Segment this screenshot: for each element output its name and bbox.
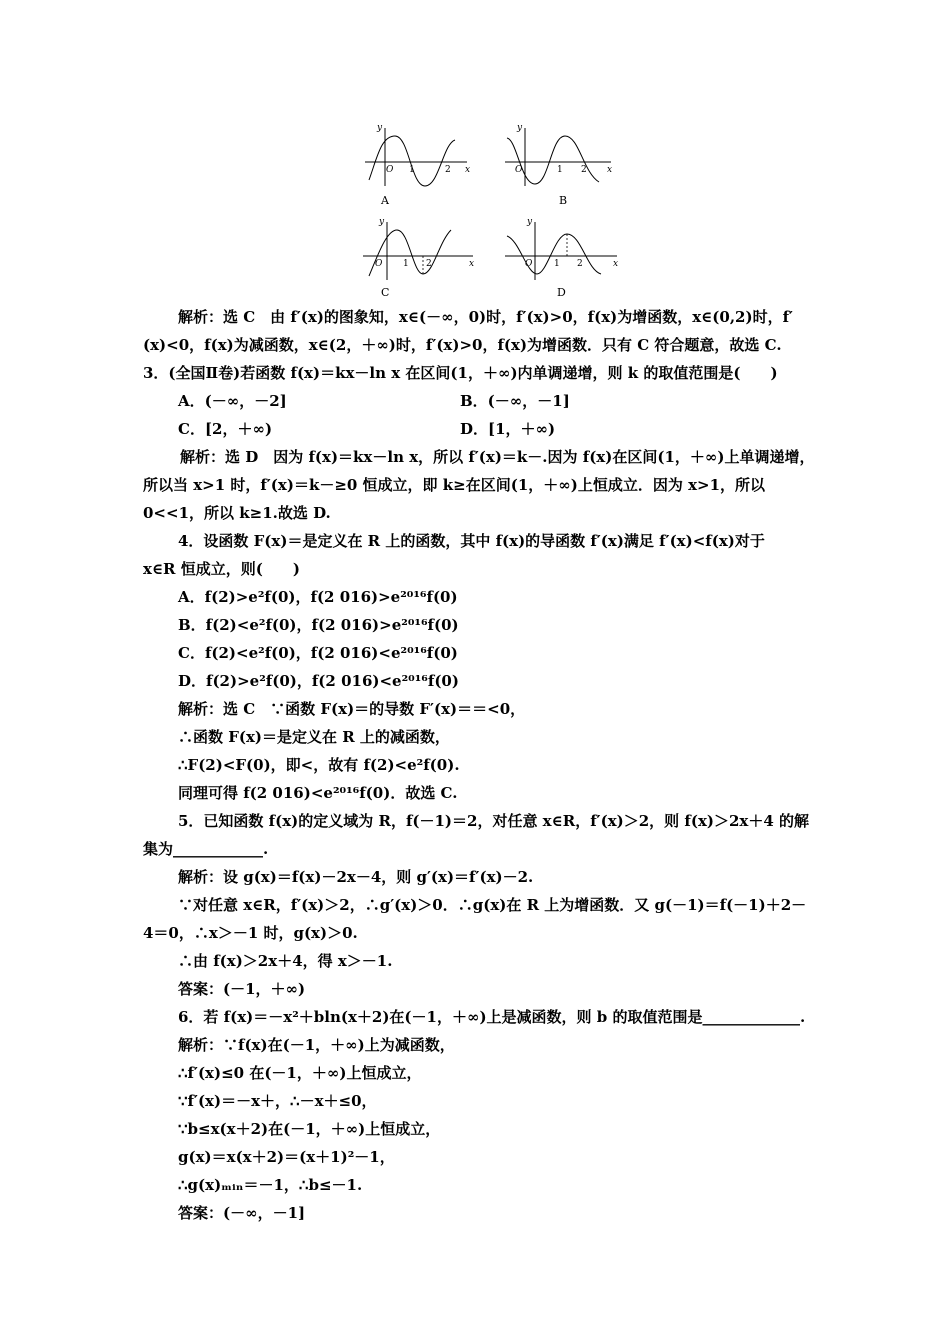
solution-6-line-5: g(x)＝x(x＋2)＝(x＋1)²－1， (178, 1148, 395, 1166)
x-axis-label: x (465, 165, 471, 175)
question-3-option-b: B．(－∞，－1] (460, 392, 570, 410)
solution-6-line-6: ∴g(x)ₘᵢₙ＝－1，∴b≤－1. (178, 1176, 363, 1194)
solution-5-line-3: 4＝0，∴x＞－1 时，g(x)＞0. (143, 924, 358, 942)
question-5-stem-1: 5．已知函数 f(x)的定义域为 R，f(－1)＝2，对任意 x∈R，f′(x)＞2，则 f(x)＞2x＋4 的解 (178, 812, 810, 830)
origin-label: O (375, 259, 383, 269)
x-axis-label: x (613, 259, 619, 269)
question-4-option-c: C．f(2)<e²f(0)，f(2 016)<e²⁰¹⁶f(0) (178, 644, 458, 662)
question-4-stem-1: 4．设函数 F(x)＝是定义在 R 上的函数，其中 f(x)的导函数 f′(x)满足 f′(x)<f(x)对于 (178, 532, 765, 550)
graph-label-b: B (559, 194, 568, 207)
solution-4-line-3: ∴F(2)<F(0)，即<，故有 f(2)<e²f(0). (178, 756, 460, 774)
question-4-stem-2: x∈R 恒成立，则( ) (143, 560, 300, 578)
solution-4-line-1: 解析：选 C ∵函数 F(x)＝的导数 F′(x)＝＝<0， (178, 700, 526, 718)
tick-1: 1 (557, 165, 563, 175)
solution-2-line-1: 解析：选 C 由 f′(x)的图象知，x∈(－∞，0)时，f′(x)>0，f(x)为增函数，x∈(0,2)时，f′ (178, 308, 793, 326)
derivative-graphs-figure (355, 118, 625, 300)
solution-6-line-2: ∴f′(x)≤0 在(－1，＋∞)上恒成立， (178, 1064, 422, 1082)
solution-6-line-1: 解析：∵f(x)在(－1，＋∞)上为减函数， (178, 1036, 455, 1054)
question-4-option-b: B．f(2)<e²f(0)，f(2 016)>e²⁰¹⁶f(0) (178, 616, 459, 634)
solution-5-line-1: 解析：设 g(x)＝f(x)－2x－4，则 g′(x)＝f′(x)－2. (178, 868, 534, 886)
tick-1: 1 (554, 259, 560, 269)
question-3-option-a: A．(－∞，－2] (178, 392, 287, 410)
graph-label-d: D (557, 286, 566, 299)
question-3-option-c: C．[2，＋∞) (178, 420, 273, 438)
y-axis-label: y (517, 123, 523, 133)
graph-label-a: A (381, 194, 389, 207)
origin-label: O (525, 259, 533, 269)
question-4-option-d: D．f(2)>e²f(0)，f(2 016)<e²⁰¹⁶f(0) (178, 672, 459, 690)
x-axis-label: x (469, 259, 475, 269)
tick-2: 2 (445, 165, 451, 175)
solution-3-line-2: 所以当 x>1 时，f′(x)＝k－≥0 恒成立，即 k≥在区间(1，＋∞)上恒成立．因为 x>1，所以 (143, 476, 766, 494)
y-axis-label: y (379, 217, 385, 227)
solution-5-line-4: ∴由 f(x)＞2x＋4，得 x＞－1. (178, 952, 393, 970)
answer-5: 答案：(－1，＋∞) (178, 980, 306, 998)
tick-2: 2 (426, 259, 432, 269)
y-axis-label: y (377, 123, 383, 133)
tick-1: 1 (403, 259, 409, 269)
tick-1: 1 (409, 165, 415, 175)
graph-a (365, 123, 470, 207)
question-6-stem: 6．若 f(x)＝－x²＋bln(x＋2)在(－1，＋∞)上是减函数，则 b 的取值范围是_____________. (178, 1008, 806, 1026)
question-5-stem-2: 集为____________. (143, 840, 269, 858)
solution-2-line-2: (x)<0，f(x)为减函数，x∈(2，＋∞)时，f′(x)>0，f(x)为增函数．只有 C 符合题意，故选 C. (143, 336, 782, 354)
question-4-option-a: A．f(2)>e²f(0)，f(2 016)>e²⁰¹⁶f(0) (178, 588, 458, 606)
question-3-option-d: D．[1，＋∞) (460, 420, 556, 438)
solution-3-line-1: 解析：选 D 因为 f(x)＝kx－ln x，所以 f′(x)＝k－.因为 f(x)在区间(1，＋∞)上单调递增， (180, 448, 815, 466)
solution-5-line-2: ∵对任意 x∈R，f′(x)＞2，∴g′(x)＞0．∴g(x)在 R 上为增函数．又 g(－1)＝f(－1)＋2－ (178, 896, 807, 914)
solution-4-line-4: 同理可得 f(2 016)<e²⁰¹⁶f(0)．故选 C. (178, 784, 458, 802)
solution-4-line-2: ∴函数 F(x)＝是定义在 R 上的减函数， (178, 728, 450, 746)
graph-c (363, 217, 474, 299)
answer-6: 答案：(－∞，－1] (178, 1204, 306, 1222)
origin-label: O (386, 165, 394, 175)
y-axis-label: y (527, 217, 533, 227)
tick-2: 2 (581, 165, 587, 175)
graph-d (505, 217, 618, 299)
origin-label: O (515, 165, 523, 175)
solution-3-line-3: 0<<1，所以 k≥1.故选 D. (143, 504, 331, 522)
solution-6-line-3: ∵f′(x)＝－x＋，∴－x＋≤0， (178, 1092, 377, 1110)
x-axis-label: x (607, 165, 613, 175)
tick-2: 2 (577, 259, 583, 269)
graph-label-c: C (381, 286, 390, 299)
solution-6-line-4: ∵b≤x(x＋2)在(－1，＋∞)上恒成立， (178, 1120, 441, 1138)
graph-b (505, 123, 612, 207)
question-3-stem: 3．(全国Ⅱ卷)若函数 f(x)＝kx－ln x 在区间(1，＋∞)内单调递增，则 k 的取值范围是( ) (143, 364, 778, 382)
